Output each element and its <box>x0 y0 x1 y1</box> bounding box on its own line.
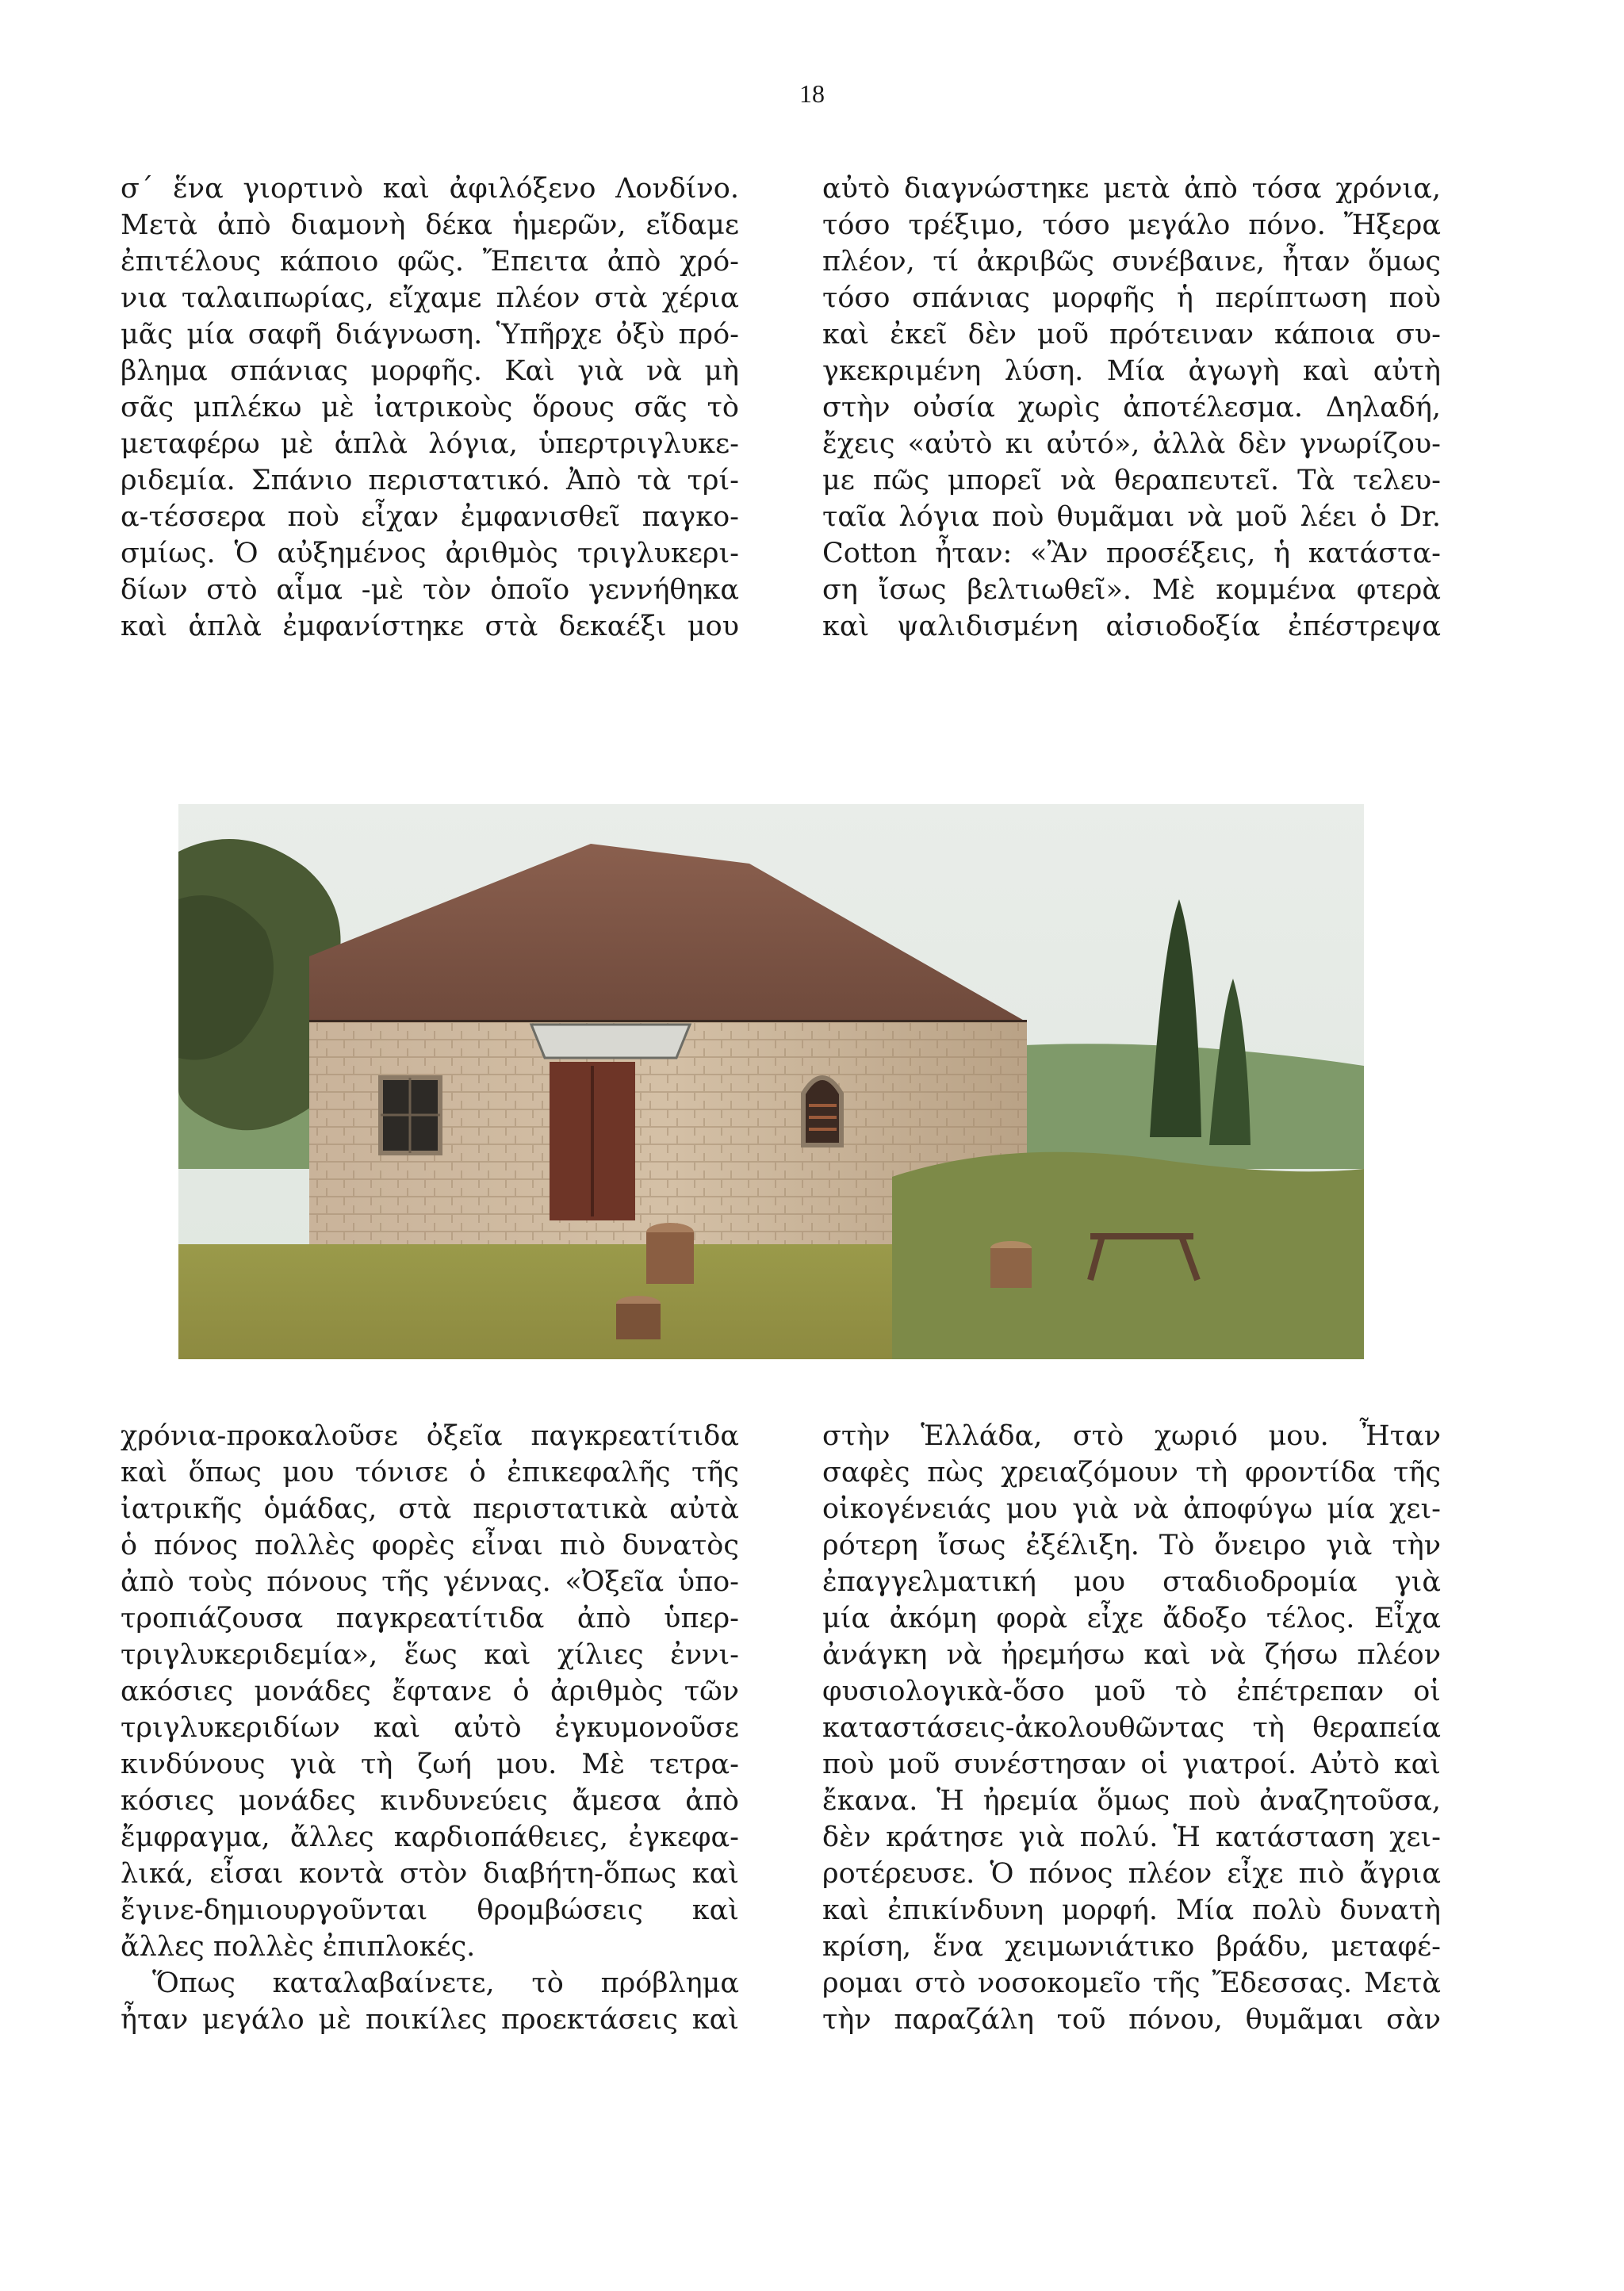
text-column-bottom-left <box>121 1418 739 2038</box>
text-line: καὶ ὅπως μου τόνισε ὁ ἐπικεφαλῆς τῆς <box>121 1457 739 1488</box>
text-line: τόσο τρέξιμο, τόσο μεγάλο πόνο. Ἤξερα <box>822 209 1441 241</box>
text-line: ἔχεις «αὐτὸ κι αὐτό», ἀλλὰ δὲν γνωρίζου- <box>822 428 1441 460</box>
text-line: α-τέσσερα ποὺ εἶχαν ἐμφανισθεῖ παγκο- <box>121 501 739 533</box>
text-line: μεταφέρω μὲ ἁπλὰ λόγια, ὑπερτριγλυκε- <box>121 428 739 460</box>
text-line: μᾶς μία σαφῆ διάγνωση. Ὑπῆρχε ὀξὺ πρό- <box>121 319 739 351</box>
text-line: βλημα σπάνιας μορφῆς. Καὶ γιὰ νὰ μὴ <box>121 355 739 387</box>
text-line: ρότερη ἴσως ἐξέλιξη. Τὸ ὄνειρο γιὰ τὴν <box>822 1530 1441 1561</box>
text-column-bottom-right <box>822 1418 1441 2038</box>
text-line: τριγλυκεριδίων καὶ αὐτὸ ἐγκυμονοῦσε <box>121 1712 739 1744</box>
text-line: φυσιολογικὰ-ὅσο μοῦ τὸ ἐπέτρεπαν οἱ <box>822 1676 1441 1707</box>
text-column-top-left <box>121 170 739 645</box>
text-line: ἰατρικῆς ὁμάδας, στὰ περιστατικὰ αὐτὰ <box>121 1493 739 1525</box>
text-line: σ΄ ἕνα γιορτινὸ καὶ ἀφιλόξενο Λονδίνο. <box>121 173 739 205</box>
text-line: καὶ ψαλιδισμένη αἰσιοδοξία ἐπέστρεψα <box>822 611 1441 642</box>
text-line: ἔκανα. Ἡ ἠρεμία ὅμως ποὺ ἀναζητοῦσα, <box>822 1785 1441 1817</box>
house-photo <box>178 804 1364 1359</box>
text-line: αὐτὸ διαγνώστηκε μετὰ ἀπὸ τόσα χρόνια, <box>822 173 1441 205</box>
text-line: χρόνια-προκαλοῦσε ὀξεῖα παγκρεατίτιδα <box>121 1420 739 1452</box>
text-line: μία ἀκόμη φορὰ εἶχε ἄδοξο τέλος. Εἶχα <box>822 1603 1441 1634</box>
text-line: Μετὰ ἀπὸ διαμονὴ δέκα ἡμερῶν, εἴδαμε <box>121 209 739 241</box>
text-line: τροπιάζουσα παγκρεατίτιδα ἀπὸ ὑπερ- <box>121 1603 739 1634</box>
text-line: τριγλυκεριδεμία», ἕως καὶ χίλιες ἐννι- <box>121 1639 739 1671</box>
text-line: με πῶς μπορεῖ νὰ θεραπευτεῖ. Τὰ τελευ- <box>822 465 1441 496</box>
text-line: ἔμφραγμα, ἄλλες καρδιοπάθειες, ἐγκεφα- <box>121 1822 739 1853</box>
text-line: τόσο σπάνιας μορφῆς ἡ περίπτωση ποὺ <box>822 282 1441 314</box>
text-line: τὴν παραζάλη τοῦ πόνου, θυμᾶμαι σὰν <box>822 2004 1441 2036</box>
text-line: ἐπαγγελματική μου σταδιοδρομία γιὰ <box>822 1566 1441 1598</box>
text-line: ἔγινε-δημιουργοῦνται θρομβώσεις καὶ <box>121 1894 739 1926</box>
text-line: ρομαι στὸ νοσοκομεῖο τῆς Ἔδεσσας. Μετὰ <box>822 1967 1441 1999</box>
text-line: ριδεμία. Σπάνιο περιστατικό. Ἀπὸ τὰ τρί- <box>121 465 739 496</box>
text-line: ἐπιτέλους κάποιο φῶς. Ἔπειτα ἀπὸ χρό- <box>121 246 739 278</box>
text-line: στὴν Ἑλλάδα, στὸ χωριό μου. Ἦταν <box>822 1420 1441 1452</box>
page-number: 18 <box>799 79 825 108</box>
text-line: καταστάσεις-ἀκολουθῶντας τὴ θεραπεία <box>822 1712 1441 1744</box>
text-line: ποὺ μοῦ συνέστησαν οἱ γιατροί. Αὐτὸ καὶ <box>822 1749 1441 1780</box>
text-column-top-right <box>822 170 1441 645</box>
text-line: ακόσιες μονάδες ἔφτανε ὁ ἀριθμὸς τῶν <box>121 1676 739 1707</box>
text-line: ροτέρευσε. Ὁ πόνος πλέον εἶχε πιὸ ἄγρια <box>822 1858 1441 1890</box>
text-line: ἄλλες πολλὲς ἐπιπλοκές. <box>121 1931 476 1963</box>
text-line: σαφὲς πὼς χρειαζόμουν τὴ φροντίδα τῆς <box>822 1457 1441 1488</box>
text-line: Ὅπως καταλαβαίνετε, τὸ πρόβλημα <box>152 1967 739 1999</box>
text-line: κινδύνους γιὰ τὴ ζωή μου. Μὲ τετρα- <box>121 1749 739 1780</box>
text-line: ὁ πόνος πολλὲς φορὲς εἶναι πιὸ δυνατὸς <box>121 1530 739 1561</box>
text-line: κόσιες μονάδες κινδυνεύεις ἄμεσα ἀπὸ <box>121 1785 739 1817</box>
text-line: στὴν οὐσία χωρὶς ἀποτέλεσμα. Δηλαδή, <box>822 392 1441 423</box>
text-line: ἦταν μεγάλο μὲ ποικίλες προεκτάσεις καὶ <box>121 2004 739 2036</box>
text-line: κρίση, ἕνα χειμωνιάτικο βράδυ, μεταφέ- <box>822 1931 1441 1963</box>
text-line: ἀπὸ τοὺς πόνους τῆς γέννας. «Ὀξεῖα ὑπο- <box>121 1566 739 1598</box>
text-line: καὶ ἐκεῖ δὲν μοῦ πρότειναν κάποια συ- <box>822 319 1441 351</box>
text-line: πλέον, τί ἀκριβῶς συνέβαινε, ἦταν ὅμως <box>822 246 1441 278</box>
text-line: Cotton ἦταν: «Ἂν προσέξεις, ἡ κατάστα- <box>822 538 1441 569</box>
text-line: ταῖα λόγια ποὺ θυμᾶμαι νὰ μοῦ λέει ὁ Dr. <box>822 501 1441 533</box>
text-line: οἰκογένειάς μου γιὰ νὰ ἀποφύγω μία χει- <box>822 1493 1441 1525</box>
text-line: ση ἴσως βελτιωθεῖ». Μὲ κομμένα φτερὰ <box>822 574 1441 606</box>
text-line: ἀνάγκη νὰ ἠρεμήσω καὶ νὰ ζήσω πλέον <box>822 1639 1441 1671</box>
text-line: σᾶς μπλέκω μὲ ἰατρικοὺς ὅρους σᾶς τὸ <box>121 392 739 423</box>
text-line: γκεκριμένη λύση. Μία ἀγωγὴ καὶ αὐτὴ <box>822 355 1441 387</box>
text-line: καὶ ἐπικίνδυνη μορφή. Μία πολὺ δυνατὴ <box>822 1894 1441 1926</box>
text-line: δὲν κράτησε γιὰ πολύ. Ἡ κατάσταση χει- <box>822 1822 1441 1853</box>
text-line: καὶ ἁπλὰ ἐμφανίστηκε στὰ δεκαέξι μου <box>121 611 739 642</box>
text-line: λικά, εἶσαι κοντὰ στὸν διαβήτη-ὅπως καὶ <box>121 1858 739 1890</box>
text-line: δίων στὸ αἷμα -μὲ τὸν ὁποῖο γεννήθηκα <box>121 574 739 606</box>
text-line: σμίως. Ὁ αὐξημένος ἀριθμὸς τριγλυκερι- <box>121 538 739 569</box>
text-line: νια ταλαιπωρίας, εἴχαμε πλέον στὰ χέρια <box>121 282 739 314</box>
